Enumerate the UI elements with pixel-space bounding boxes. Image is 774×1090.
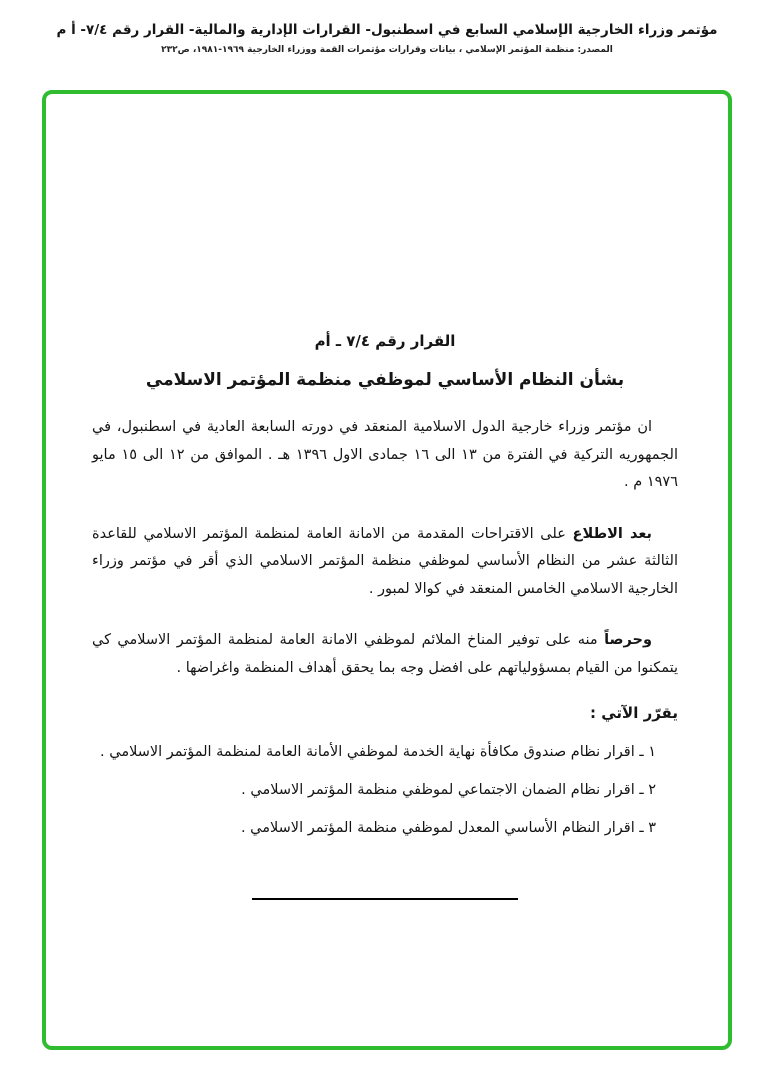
list-item: ١ ـ اقرار نظام صندوق مكافأة نهاية الخدمة لموظفي الأمانة العامة لمنظمة المؤتمر الاسلامي . [100,744,656,761]
document-header [0,22,774,55]
header-source: المصدر: منظمة المؤتمر الإسلامي ، بيانات وقرارات مؤتمرات القمة ووزراء الخارجية ١٩٦٩-١٩٨١، ص٢٣٢ [161,45,613,55]
decides-label: يقرّر الآتي : [590,704,678,723]
paragraph-text: ان مؤتمر وزراء خارجية الدول الاسلامية المنعقد في دورته السابعة العادية في اسطنبول، في الجمهوريه التركية في الفترة من ١٣ الى ١٦ جمادى الاول ١٣٩٦ هـ . الموافق من ١٢ الى ١٥ مايو ١٩٧٦ م . [92,419,678,491]
resolution-items [92,744,678,836]
paragraph-text: على الاقتراحات المقدمة من الامانة العامة لمنظمة المؤتمر الاسلامي للقاعدة الثالثة عشر من النظام الأساسي لموظفي منظمة المؤتمر الاسلامي الذي أقر في مؤتمر وزراء الخارجية الاسلامي الخامس المنعقد في كوالا لمبور . [92,525,678,597]
resolution-subject-title: بشأن النظام الأساسي لموظفي منظمة المؤتمر الاسلامي [145,370,625,390]
paragraph-preamble [92,414,678,497]
paragraph-desiring [92,627,678,682]
document-frame [42,90,732,1050]
paragraph-lead: بعد الاطلاع [572,525,653,542]
paragraph-having-reviewed [92,521,678,604]
paragraph-text: منه على توفير المناخ الملائم لموظفي الامانة العامة لمنظمة المؤتمر الاسلامي كي يتمكنوا من القيام بمسؤولياتهم على افضل وجه بما يحقق أهداف المنظمة واغراضها . [92,632,678,676]
list-item: ٢ ـ اقرار نظام الضمان الاجتماعي لموظفي منظمة المؤتمر الاسلامي . [241,782,656,799]
header-title: مؤتمر وزراء الخارجية الإسلامي السابع في اسطنبول- القرارات الإدارية والمالية- القرار رقم ٧/٤- أ م [56,22,718,38]
list-item: ٣ ـ اقرار النظام الأساسي المعدل لموظفي منظمة المؤتمر الاسلامي . [240,820,656,837]
separator-line [252,898,518,900]
paragraph-lead: وحرصاً [604,632,653,649]
resolution-number-title: القرار رقم ٧/٤ ـ أم [314,332,456,350]
